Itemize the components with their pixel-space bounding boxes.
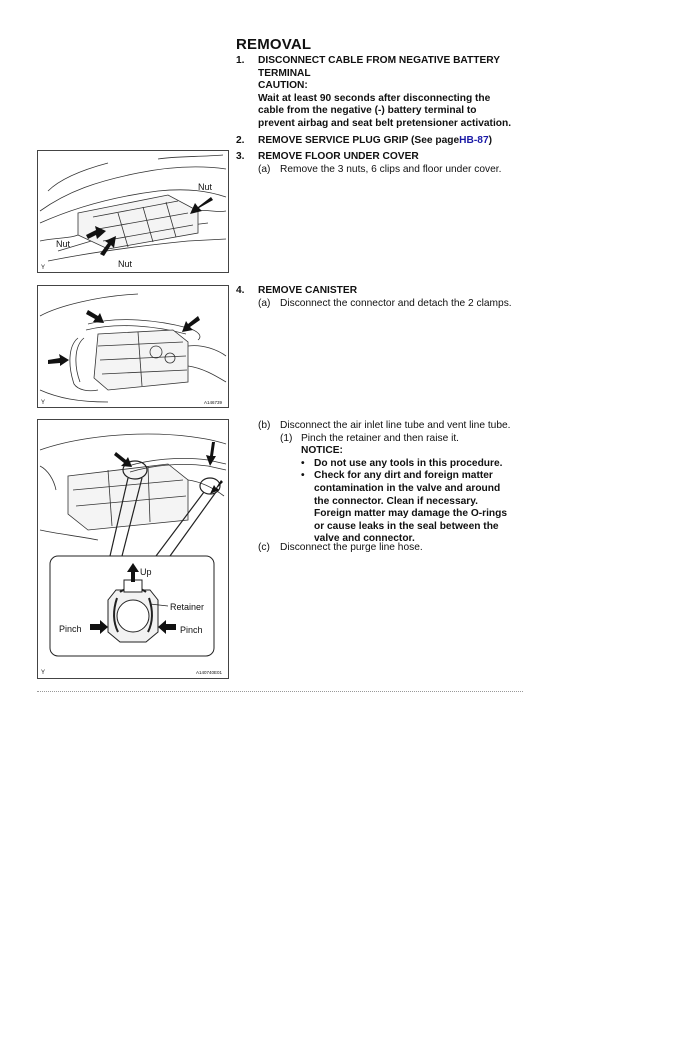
vent-line-tube-drawing [38, 420, 228, 678]
step-4-number: 4. [236, 285, 245, 296]
clamp-arrow-2 [48, 354, 69, 366]
notice-2-line-1: Check for any dirt and foreign matter [314, 470, 493, 482]
notice-bullet-2: • [301, 470, 305, 482]
step-2-number: 2. [236, 135, 245, 146]
figure-1-label-nut-top: Nut [198, 182, 213, 192]
step-3-number: 3. [236, 151, 245, 162]
floor-under-cover-illustration [37, 150, 229, 273]
step-4-title: REMOVE CANISTER [258, 285, 358, 296]
figure-3-label-up: Up [140, 567, 152, 577]
figure-2-corner-mark: Y [41, 400, 46, 406]
section-divider [37, 691, 523, 692]
step-3a-label: (a) [258, 163, 271, 175]
floor-under-cover-drawing [38, 151, 228, 272]
figure-3-label-pinch-left: Pinch [59, 624, 82, 634]
step-4b-text: Disconnect the air inlet line tube and vent line tube. [280, 420, 511, 431]
notice-1-text: Do not use any tools in this procedure. [314, 457, 503, 469]
step-4c-text: Disconnect the purge line hose. [280, 542, 423, 553]
step-4b1-label: (1) [280, 432, 293, 444]
step-4c-label: (c) [258, 542, 270, 553]
step-4a-text: Disconnect the connector and detach the 2 clamps. [280, 297, 512, 309]
canister-connector-illustration [37, 285, 229, 408]
connector-arrow [182, 316, 200, 332]
service-page-link[interactable]: HB-87 [459, 135, 489, 146]
retainer-arrow-right [206, 442, 216, 466]
canister-connector-drawing [38, 286, 228, 407]
figure-1-label-nut-bottom: Nut [118, 259, 133, 269]
step-3a-text: Remove the 3 nuts, 6 clips and floor under cover. [280, 163, 502, 175]
page-title: REMOVAL [236, 36, 312, 53]
caution-line-2: cable from the negative (-) battery terminal to [258, 105, 477, 117]
step-2-close-paren: ) [488, 135, 493, 146]
figure-3-label-retainer: Retainer [170, 602, 205, 612]
step-2-text: REMOVE SERVICE PLUG GRIP (See page [258, 135, 460, 146]
notice-2-line-2: contamination in the valve and around [314, 483, 501, 494]
figure-3-code: A140740E01 [196, 670, 223, 675]
notice-2-line-6: valve and connector. [314, 533, 415, 545]
figure-3-corner-mark: Y [41, 670, 46, 676]
step-4b-label: (b) [258, 420, 271, 431]
vent-line-tube-illustration [37, 419, 229, 679]
notice-2-line-4: Foreign matter may damage the O-rings [314, 508, 508, 520]
notice-2-line-3: the connector. Clean if necessary. [314, 495, 479, 507]
figure-3-label-pinch-right: Pinch [180, 625, 203, 635]
step-1-number: 1. [236, 55, 245, 66]
figure-1-corner-mark: Y [41, 265, 46, 271]
step-2-title [258, 135, 492, 148]
notice-label: NOTICE: [301, 445, 343, 457]
figure-1-label-nut-left: Nut [56, 239, 71, 249]
caution-line-3: prevent airbag and seat belt pretensioner activation. [258, 118, 512, 129]
caution-label: CAUTION: [258, 80, 308, 92]
retainer-arrow-left [114, 452, 132, 467]
step-4b1-text: Pinch the retainer and then raise it. [301, 432, 460, 444]
step-1-title-line2: TERMINAL [258, 67, 311, 79]
clamp-arrow-1 [86, 310, 104, 323]
notice-bullet-1: • [301, 457, 305, 469]
step-3-title: REMOVE FLOOR UNDER COVER [258, 151, 419, 162]
nut-arrow-top [190, 197, 213, 214]
notice-2-line-5: or cause leaks in the seal between the [314, 520, 499, 532]
caution-line-1: Wait at least 90 seconds after disconnecting the [258, 92, 491, 104]
step-1-title-line1: DISCONNECT CABLE FROM NEGATIVE BATTERY [258, 55, 501, 66]
step-4a-label: (a) [258, 297, 271, 309]
figure-2-code: A146739 [204, 400, 223, 405]
